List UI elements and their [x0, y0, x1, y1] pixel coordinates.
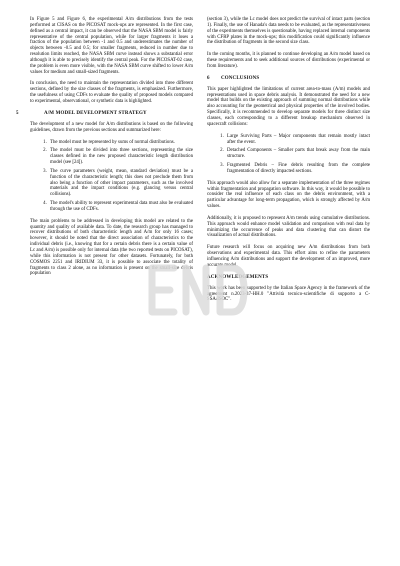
section-5-intro: The development of a new model for A/m distributions is based on the following guidelines, drawn from the previous sections and summarized here:: [30, 121, 193, 133]
section-6-intro: This paper highlighted the limitations of current area-to-mass (A/m) models and representations used in space debris analysis. It demonstrated the need for a new model that builds on the existing approach of summing normal distributions while also accounting for the geometrical and physical properties of the involved bodies. Specifically, it is recommended to develop separate models for three distinct size classes, each corresponding to a different breakup mechanism observed in spacecraft collisions:: [207, 86, 370, 127]
acknowledgements-text: This work has been supported by the Italian Space Agency in the framework of the agreement n.2023-37-HH.0 "Attività tecnico-scientifiche di supporto a C-SSA/ISOC".: [207, 285, 370, 303]
left-column: [16, 17, 193, 552]
list-item: 4. The model's ability to represent experimental data must also be evaluated through the use of CDFs.: [48, 201, 193, 213]
model-guidelines-list: [30, 140, 193, 213]
section-5-heading: [16, 110, 193, 117]
list-item: 1. Large Surviving Parts – Major components that remain mostly intact after the event.: [225, 134, 370, 146]
paragraph-continuation: (section 3), while the Lc model does not predict the survival of intact parts (section 1). Finally, the use of Hanada's data needs to be evaluated, as the representativeness of the experiments themselves is questionable, having replaced internal components with CFRP plates in the mock-ups; this modification could significantly influence the distribution of fragments in the second size class.: [207, 17, 370, 46]
section-6-heading: [207, 76, 370, 82]
section-5-title: A/M MODEL DEVELOPMENT STRATEGY: [44, 110, 147, 116]
section-6-paragraph: Future research will focus on acquiring new A/m distributions from both observations and experimental data. This effort aims to refine the parameters influencing A/m distributions and support the development of an improved, more accurate model.: [207, 245, 370, 268]
list-item: 2. Detached Components – Smaller parts that break away from the main structure.: [225, 148, 370, 160]
section-6-paragraph: This approach would also allow for a separate implementation of the three regimes within fragmentation and propagation software. In this way, it would be possible to consider the real influence of each class on the debris environment, with a particular advantage for long-term propagation, which is strongly affected by A/m values.: [207, 180, 370, 210]
section-6-paragraph: Additionally, it is proposed to represent A/m trends using cumulative distributions. This approach would enhance model validation and comparison with real data by minimizing the occurrence of peaks and data clustering that can distort the visualization of actual distributions.: [207, 215, 370, 239]
section-5-closing: The main problems to be addressed in developing this model are related to the quantity and quality of available data. To date, the research group has managed to recover distributions of both characteristic length and A/m for only 16 cases; however, it should be noted that the direct association of characteristics to the individual debris (i.e., knowing that for a certain debris there is a certain value of Lc and A/m) is possible only for internal data (the two reported tests on PICOSAT), while this information is not present for other datasets. Fortunately, for both COSMOS 2251 and IRIDIUM 33, it is possible to associate the totality of fragments to class 2 alone, as no information is present on the small-size debris population: [30, 218, 193, 277]
section-6-title: CONCLUSIONS: [221, 75, 260, 81]
section-6-number: 6: [207, 75, 210, 81]
right-column: [207, 17, 370, 552]
acknowledgements-heading: ACKNOWLEDGEMENTS: [207, 274, 269, 280]
paragraph-conclusion-intro: In conclusion, the need to maintain the representation divided into three different sections, defined by the size classes of the fragments, is emphasized. Furthermore, the usefulness of using CDFs to evaluate the quality of proposed models compared to experimental, observational, or synthetic data is highlighted.: [30, 81, 193, 104]
paragraph-figure-discussion: In Figure 5 and Figure 6, the experimental A/m distributions from the tests performed at CISAS on the PICOSAT mock-ups are represented. In the first case, defined as a central impact, it can be observed that the NASA SBM model is fairly representative of the central population, while for larger fragments it loses a fraction of the population between -1 and 0.5 and underestimates the number of objects between -0.5 and 0.5; for smaller fragments, reduced in number due to resolution limits reached, the NASA SBM curve instead shows a substantial error although it is able to precisely identify the central peak. For the PICOSAT-02 case, the problem is even more visible, with the NASA SBM curve shifted to lower A/m values for medium and small-sized fragments.: [30, 17, 193, 75]
list-item: 3. The curve parameters (weight, mean, standard deviation) must be a function of the characteristic length; this does not preclude them from also being a function of other impact parameters, such as the involved materials and the impact conditions (e.g. glancing versus central collisions).: [48, 169, 193, 198]
section-5-number: 5: [16, 110, 19, 116]
list-item: 1. The model must be represented by sums of normal distributions.: [48, 140, 193, 146]
size-class-list: [207, 134, 370, 175]
list-item: 2. The model must be divided into three sections, representing the size classes defined in the new proposed characteristic length distribution model (see [24]).: [48, 148, 193, 166]
paragraph-future-plans: In the coming months, it is planned to continue developing an A/m model based on these requirements and to seek additional sources of distributions (experimental or from literature).: [207, 52, 370, 69]
list-item: 3. Fragmented Debris – Fine debris resulting from the complete fragmentation of directly impacted sections.: [225, 163, 370, 175]
